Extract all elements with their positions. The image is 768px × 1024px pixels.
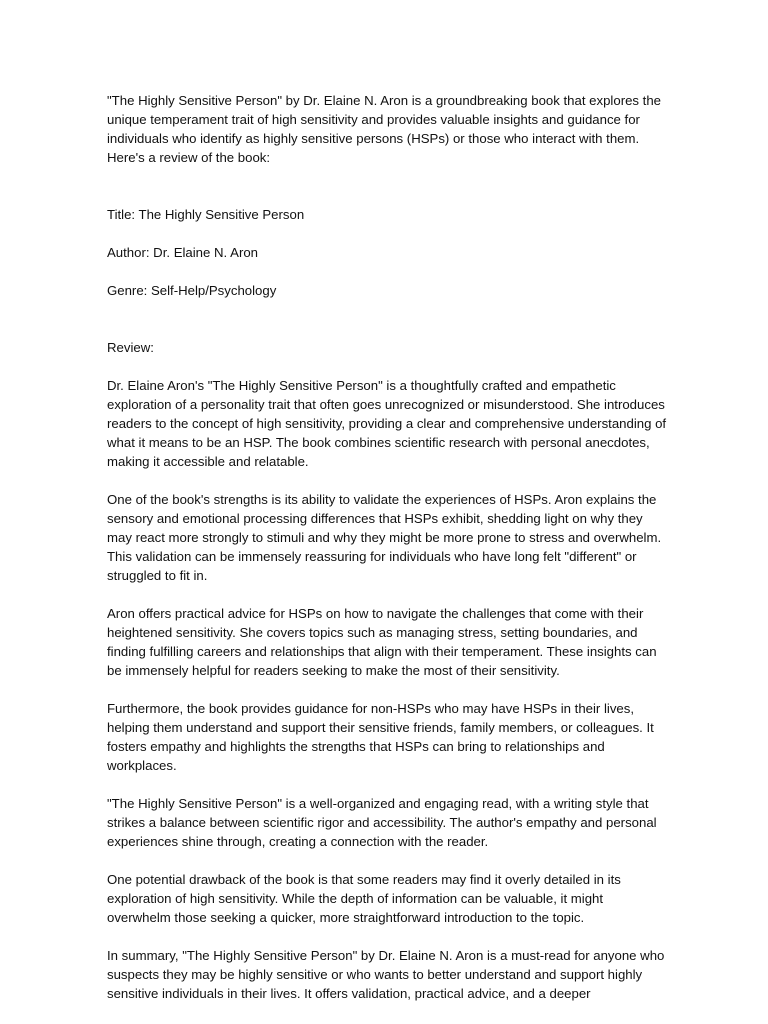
review-paragraph: One potential drawback of the book is that some readers may find it overly detailed in its exploration of high sensitivity. While the depth of information can be valuable, it might overwhelm those seeking a quicker, more straightforward introduction to the topic. bbox=[107, 872, 621, 925]
review-paragraph: "The Highly Sensitive Person" is a well-organized and engaging read, with a writing style that strikes a balance between scientific rigor and accessibility. The author's empathy and personal experiences shine through, creating a connection with the reader. bbox=[107, 796, 657, 849]
book-metadata bbox=[107, 186, 667, 319]
review-paragraph: One of the book's strengths is its ability to validate the experiences of HSPs. Aron explains the sensory and emotional processing differences that HSPs exhibit, shedding light on why they may react more strongly to stimuli and why they might be more prone to stress and overwhelm. This validation can be immensely reassuring for individuals who have long felt "different" or struggled to fit in. bbox=[107, 492, 662, 583]
review-heading: Review: bbox=[107, 340, 154, 355]
review-paragraph: Furthermore, the book provides guidance for non-HSPs who may have HSPs in their lives, helping them understand and support their sensitive friends, family members, or colleagues. It fosters empathy and highlights the strengths that HSPs can bring to relationships and workplaces. bbox=[107, 701, 654, 773]
book-genre-line: Genre: Self-Help/Psychology bbox=[107, 283, 277, 298]
document-page bbox=[107, 91, 667, 1022]
review-paragraph: Dr. Elaine Aron's "The Highly Sensitive Person" is a thoughtfully crafted and empathetic exploration of a personality trait that often goes unrecognized or misunderstood. She introduces readers to the concept of high sensitivity, providing a clear and comprehensive understanding of what it means to be an HSP. The book combines scientific research with personal anecdotes, making it accessible and relatable. bbox=[107, 378, 667, 469]
review-paragraph: Aron offers practical advice for HSPs on how to navigate the challenges that come with their heightened sensitivity. She covers topics such as managing stress, setting boundaries, and finding fulfilling careers and relationships that align with their temperament. These insights can be immensely helpful for readers seeking to make the most of their sensitivity. bbox=[107, 606, 657, 678]
intro-paragraph: "The Highly Sensitive Person" by Dr. Elaine N. Aron is a groundbreaking book that explores the unique temperament trait of high sensitivity and provides valuable insights and guidance for individuals who identify as highly sensitive persons (HSPs) or those who interact with them. Here's a review of the book: bbox=[107, 93, 662, 165]
review-paragraph: In summary, "The Highly Sensitive Person" by Dr. Elaine N. Aron is a must-read for anyone who suspects they may be highly sensitive or who wants to better understand and support highly sensitive individuals in their lives. It offers validation, practical advice, and a deeper bbox=[107, 948, 665, 1001]
book-author-line: Author: Dr. Elaine N. Aron bbox=[107, 245, 258, 260]
book-title-line: Title: The Highly Sensitive Person bbox=[107, 207, 305, 222]
